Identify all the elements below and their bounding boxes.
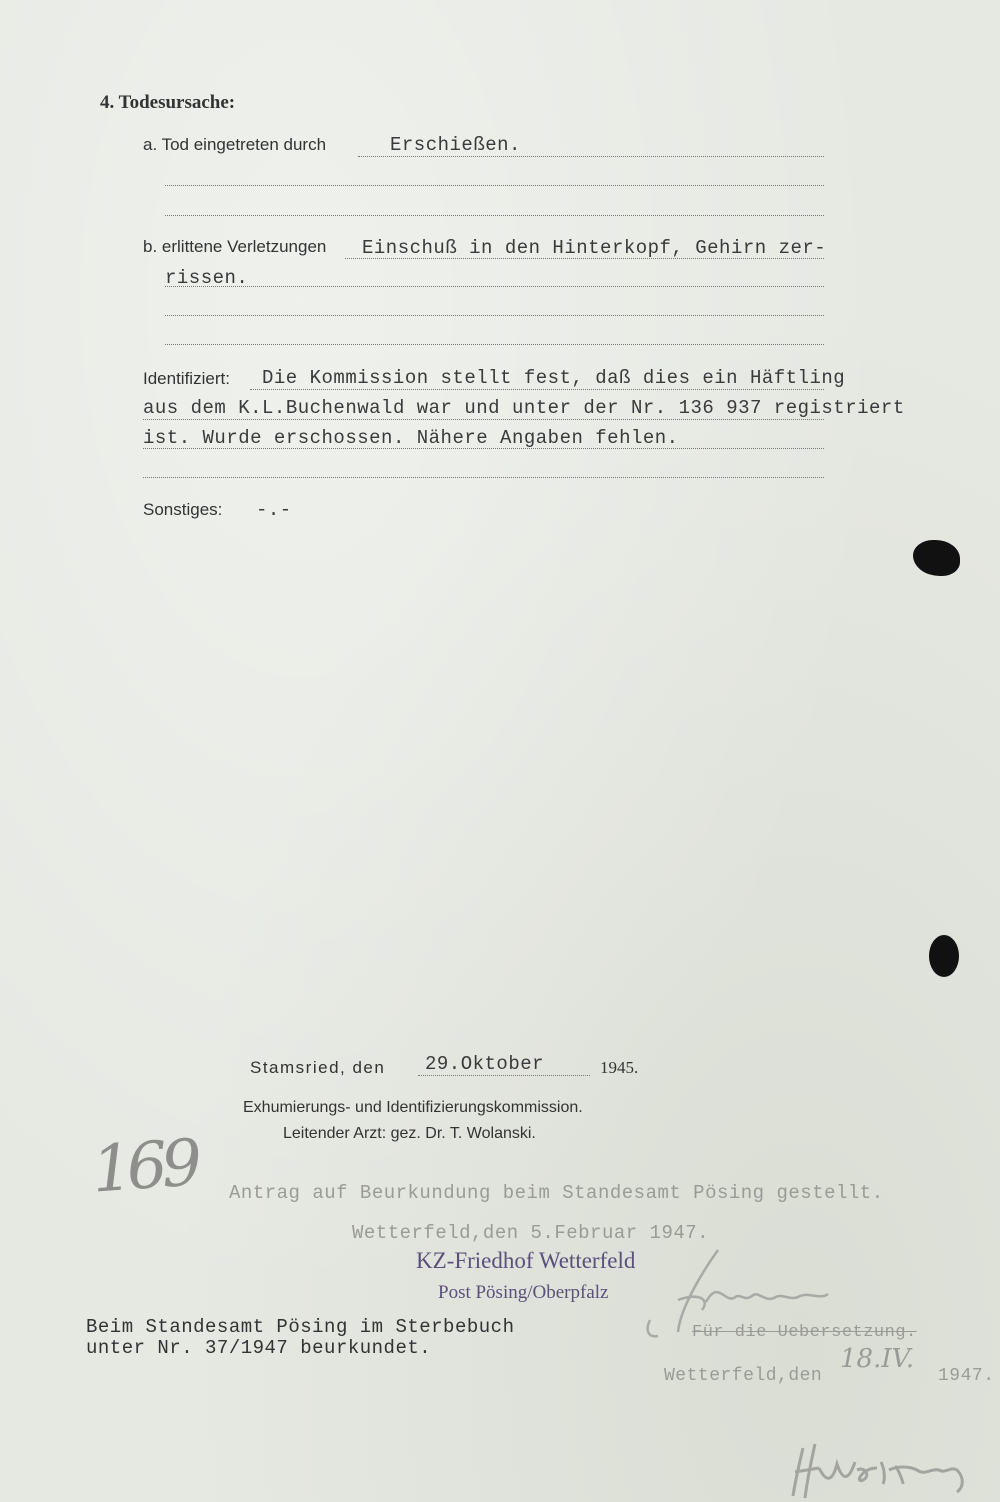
injuries-value-line2: rissen. (165, 267, 249, 289)
translation-year: 1947. (938, 1366, 995, 1386)
punch-hole-blot (929, 935, 959, 977)
identified-line1: Die Kommission stellt fest, daß dies ein Häftling (262, 367, 846, 389)
punch-hole-blot (913, 540, 960, 576)
cause-label: a. Tod eingetreten durch (143, 135, 327, 154)
commission-name: Exhumierungs- und Identifizierungskommission. (243, 1099, 583, 1116)
dotted-line (418, 1075, 590, 1076)
dotted-line (143, 477, 824, 478)
stamp-line1: KZ-Friedhof Wetterfeld (416, 1248, 636, 1273)
dotted-line (165, 185, 824, 186)
other-value: -.- (256, 499, 292, 521)
injuries-value-line1: Einschuß in den Hinterkopf, Gehirn zer- (362, 237, 827, 259)
wetterfeld-date: Wetterfeld,den 5.Februar 1947. (352, 1222, 710, 1244)
translation-date: 18.IV. (840, 1344, 915, 1374)
dotted-line (165, 344, 824, 345)
dotted-line (165, 215, 824, 216)
other-label: Sonstiges: (143, 500, 223, 519)
section-heading: 4. Todesursache: (100, 92, 236, 113)
identified-line3: ist. Wurde erschossen. Nähere Angaben fehlen. (143, 427, 679, 449)
place-prefix: Stamsried, den (250, 1058, 386, 1077)
dotted-line (250, 389, 824, 390)
identified-line2: aus dem K.L.Buchenwald war und unter der Nr. 136 937 registriert (143, 397, 905, 419)
signature-upper (640, 1240, 840, 1350)
dotted-line (345, 258, 824, 259)
registry-line1: Beim Standesamt Pösing im Sterbebuch (86, 1316, 515, 1338)
dotted-line (143, 419, 824, 420)
translation-line: Für die Uebersetzung. (692, 1323, 917, 1342)
handwritten-number: 169 (89, 1126, 199, 1208)
dotted-line (165, 286, 824, 287)
translation-place: Wetterfeld,den (664, 1366, 823, 1386)
signature-lower (785, 1440, 985, 1502)
injuries-label: b. erlittene Verletzungen (143, 237, 327, 256)
identified-label: Identifiziert: (143, 369, 230, 388)
dotted-line (358, 156, 824, 157)
cause-value: Erschießen. (390, 134, 521, 156)
dotted-line (165, 315, 824, 316)
place-date: 29.Oktober (425, 1053, 545, 1075)
dotted-line (143, 448, 824, 449)
stamp-line2: Post Pösing/Oberpfalz (438, 1282, 609, 1303)
application-note: Antrag auf Beurkundung beim Standesamt Pösing gestellt. (229, 1182, 884, 1204)
doctor-name: Leitender Arzt: gez. Dr. T. Wolanski. (283, 1125, 536, 1142)
registry-line2: unter Nr. 37/1947 beurkundet. (86, 1337, 432, 1359)
place-year: 1945. (600, 1058, 639, 1077)
